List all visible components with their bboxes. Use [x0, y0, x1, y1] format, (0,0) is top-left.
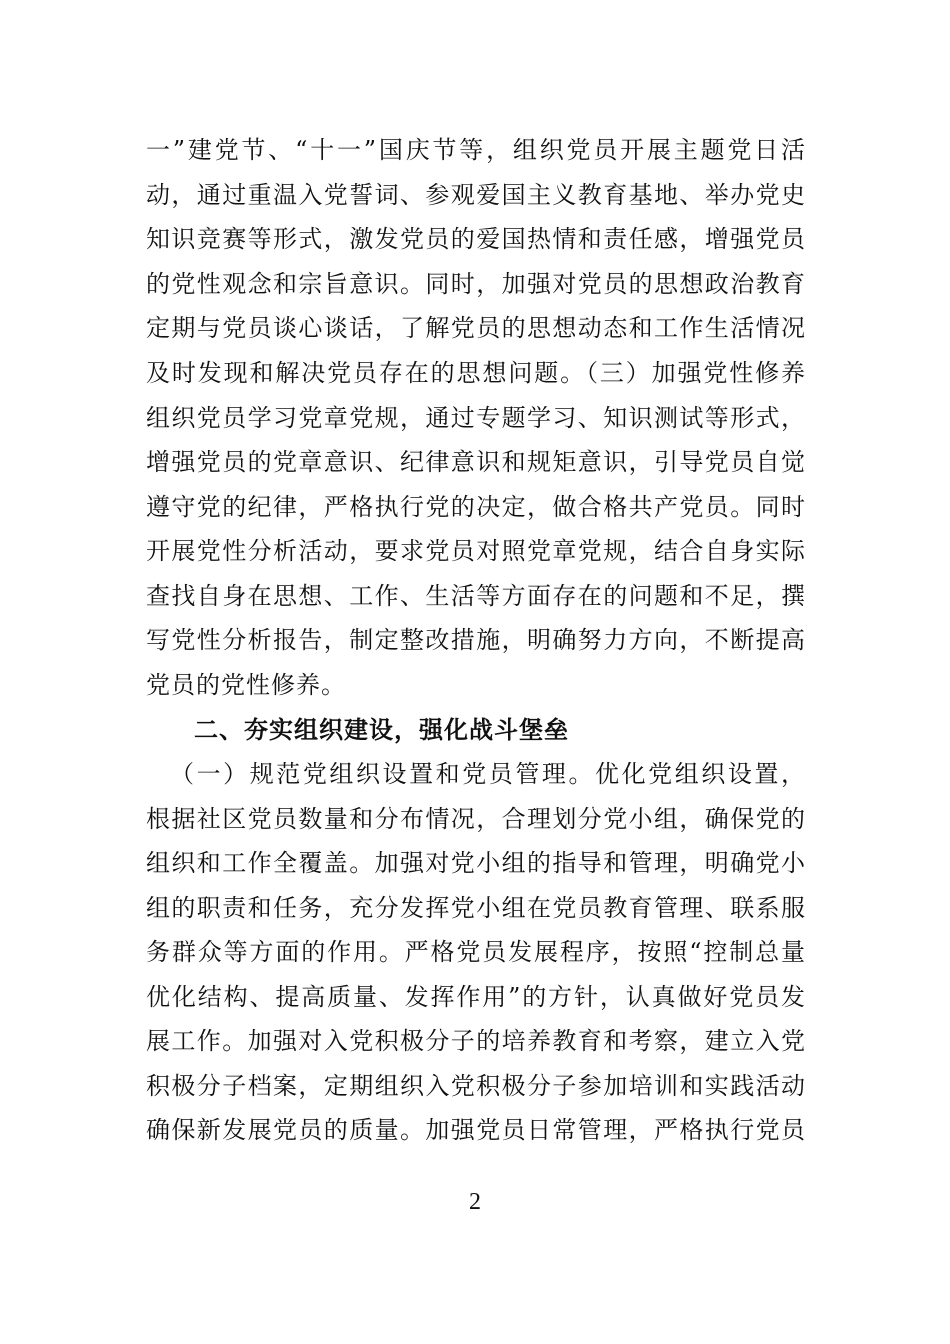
text-line: 查找自身在思想、工作、生活等方面存在的问题和不足，撰	[146, 582, 806, 610]
text-line: 优化结构、提高质量、发挥作用”的方针，认真做好党员发	[146, 983, 806, 1011]
text-line: 开展党性分析活动，要求党员对照党章党规，结合自身实际	[146, 537, 806, 565]
text-line: 及时发现和解决党员存在的思想问题。（三）加强党性修养	[146, 359, 806, 387]
text-line: 积极分子档案，定期组织入党积极分子参加培训和实践活动	[146, 1072, 806, 1100]
text-line: 组的职责和任务，充分发挥党小组在党员教育管理、联系服	[146, 894, 806, 922]
page-number: 2	[469, 1189, 481, 1215]
text-line: 写党性分析报告，制定整改措施，明确努力方向，不断提高	[146, 626, 806, 654]
text-line: 知识竞赛等形式，激发党员的爱国热情和责任感，增强党员	[146, 225, 806, 253]
text-line: 务群众等方面的作用。严格党员发展程序，按照“控制总量	[146, 938, 806, 966]
text-line: 的党性观念和宗旨意识。同时，加强对党员的思想政治教育	[146, 270, 806, 298]
text-line: （一）规范党组织设置和党员管理。优化党组织设置，	[170, 760, 806, 788]
text-line: 组织党员学习党章党规，通过专题学习、知识测试等形式，	[146, 404, 806, 432]
text-line: 一”建党节、“十一”国庆节等，组织党员开展主题党日活	[146, 136, 806, 164]
section-heading: 二、夯实组织建设，强化战斗堡垒	[194, 716, 569, 744]
text-line: 动，通过重温入党誓词、参观爱国主义教育基地、举办党史	[146, 181, 806, 209]
text-line: 根据社区党员数量和分布情况，合理划分党小组，确保党的	[146, 805, 806, 833]
text-line: 组织和工作全覆盖。加强对党小组的指导和管理，明确党小	[146, 849, 806, 877]
text-line: 确保新发展党员的质量。加强党员日常管理，严格执行党员	[146, 1116, 806, 1144]
text-line: 遵守党的纪律，严格执行党的决定，做合格共产党员。同时	[146, 493, 806, 521]
text-line: 定期与党员谈心谈话，了解党员的思想动态和工作生活情况	[146, 314, 806, 342]
text-line: 党员的党性修养。	[146, 671, 346, 699]
text-line: 展工作。加强对入党积极分子的培养教育和考察，建立入党	[146, 1027, 806, 1055]
text-line: 增强党员的党章意识、纪律意识和规矩意识，引导党员自觉	[146, 448, 806, 476]
